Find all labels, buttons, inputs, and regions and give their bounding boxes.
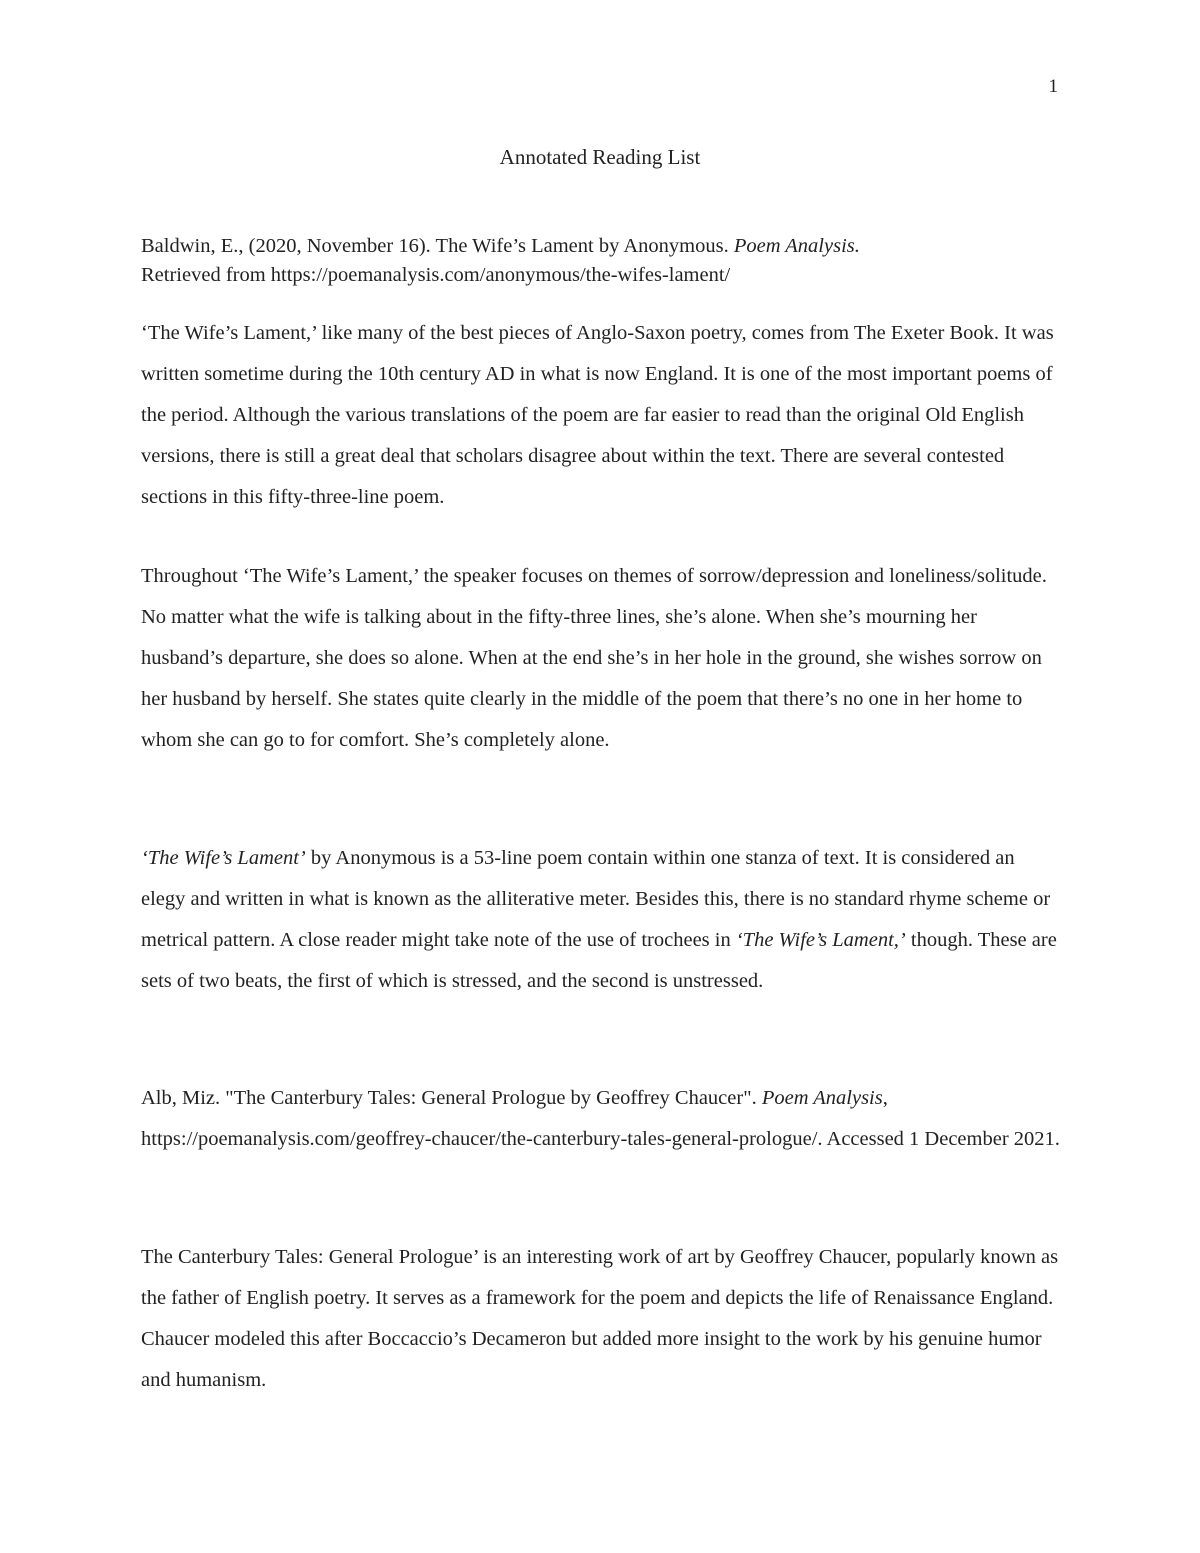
poem-title-italic: ‘The Wife’s Lament’ (141, 847, 306, 869)
page-number: 1 (1048, 76, 1058, 97)
annotation-text: by Anonymous is a 53-line poem contain within one stanza of text. It is considered an elegy and written in what is known as the alliterative meter. Besides this, there is no standard rhyme scheme or metrical pattern. A close reader might take note of the use of trochees in (141, 847, 1051, 951)
annotation-paragraph: The Canterbury Tales: General Prologue’ is an interesting work of art by Geoffrey Chaucer, popularly known as the father of English poetry. It serves as a framework for the poem and depicts the life of Renaissance England. Chaucer modeled this after Boccaccio’s Decameron but added more insight to the work by his genuine humor and humanism. (141, 1246, 1059, 1391)
annotation-paragraph (141, 838, 1061, 1002)
page-title: Annotated Reading List (499, 145, 701, 169)
citation-alb (141, 1078, 1061, 1160)
citation-retrieved: Retrieved from https://poemanalysis.com/anonymous/the-wifes-lament/ (141, 264, 731, 286)
annotation-paragraph: ‘The Wife’s Lament,’ like many of the best pieces of Anglo-Saxon poetry, comes from The Exeter Book. It was written sometime during the 10th century AD in what is now England. It is one of the most important poems of the period. Although the various translations of the poem are far easier to read than the original Old English versions, there is still a great deal that scholars disagree about within the text. There are several contested sections in this fifty-three-line poem. (141, 322, 1054, 508)
citation-authors-title: Alb, Miz. "The Canterbury Tales: General Prologue by Geoffrey Chaucer". (141, 1087, 762, 1109)
poem-title-italic: ‘The Wife’s Lament,’ (735, 929, 906, 951)
citation-source: Poem Analysis. (733, 235, 860, 257)
citation-rest: , https://poemanalysis.com/geoffrey-chaucer/the-canterbury-tales-general-prologue/. Accessed 1 December 2021. (141, 1087, 1060, 1150)
citation-authors-date: Baldwin, E., (2020, November 16). The Wife’s Lament by Anonymous. (141, 235, 729, 257)
citation-baldwin (141, 232, 1061, 290)
annotation-text: though. These are sets of two beats, the first of which is stressed, and the second is unstressed. (141, 929, 1057, 992)
citation-source: Poem Analysis (761, 1087, 883, 1109)
annotation-paragraph: Throughout ‘The Wife’s Lament,’ the speaker focuses on themes of sorrow/depression and loneliness/solitude. No matter what the wife is talking about in the fifty-three lines, she’s alone. When she’s mourning her husband’s departure, she does so alone. When at the end she’s in her hole in the ground, she wishes sorrow on her husband by herself. She states quite clearly in the middle of the poem that there’s no one in her home to whom she can go to for comfort. She’s completely alone. (141, 565, 1047, 751)
